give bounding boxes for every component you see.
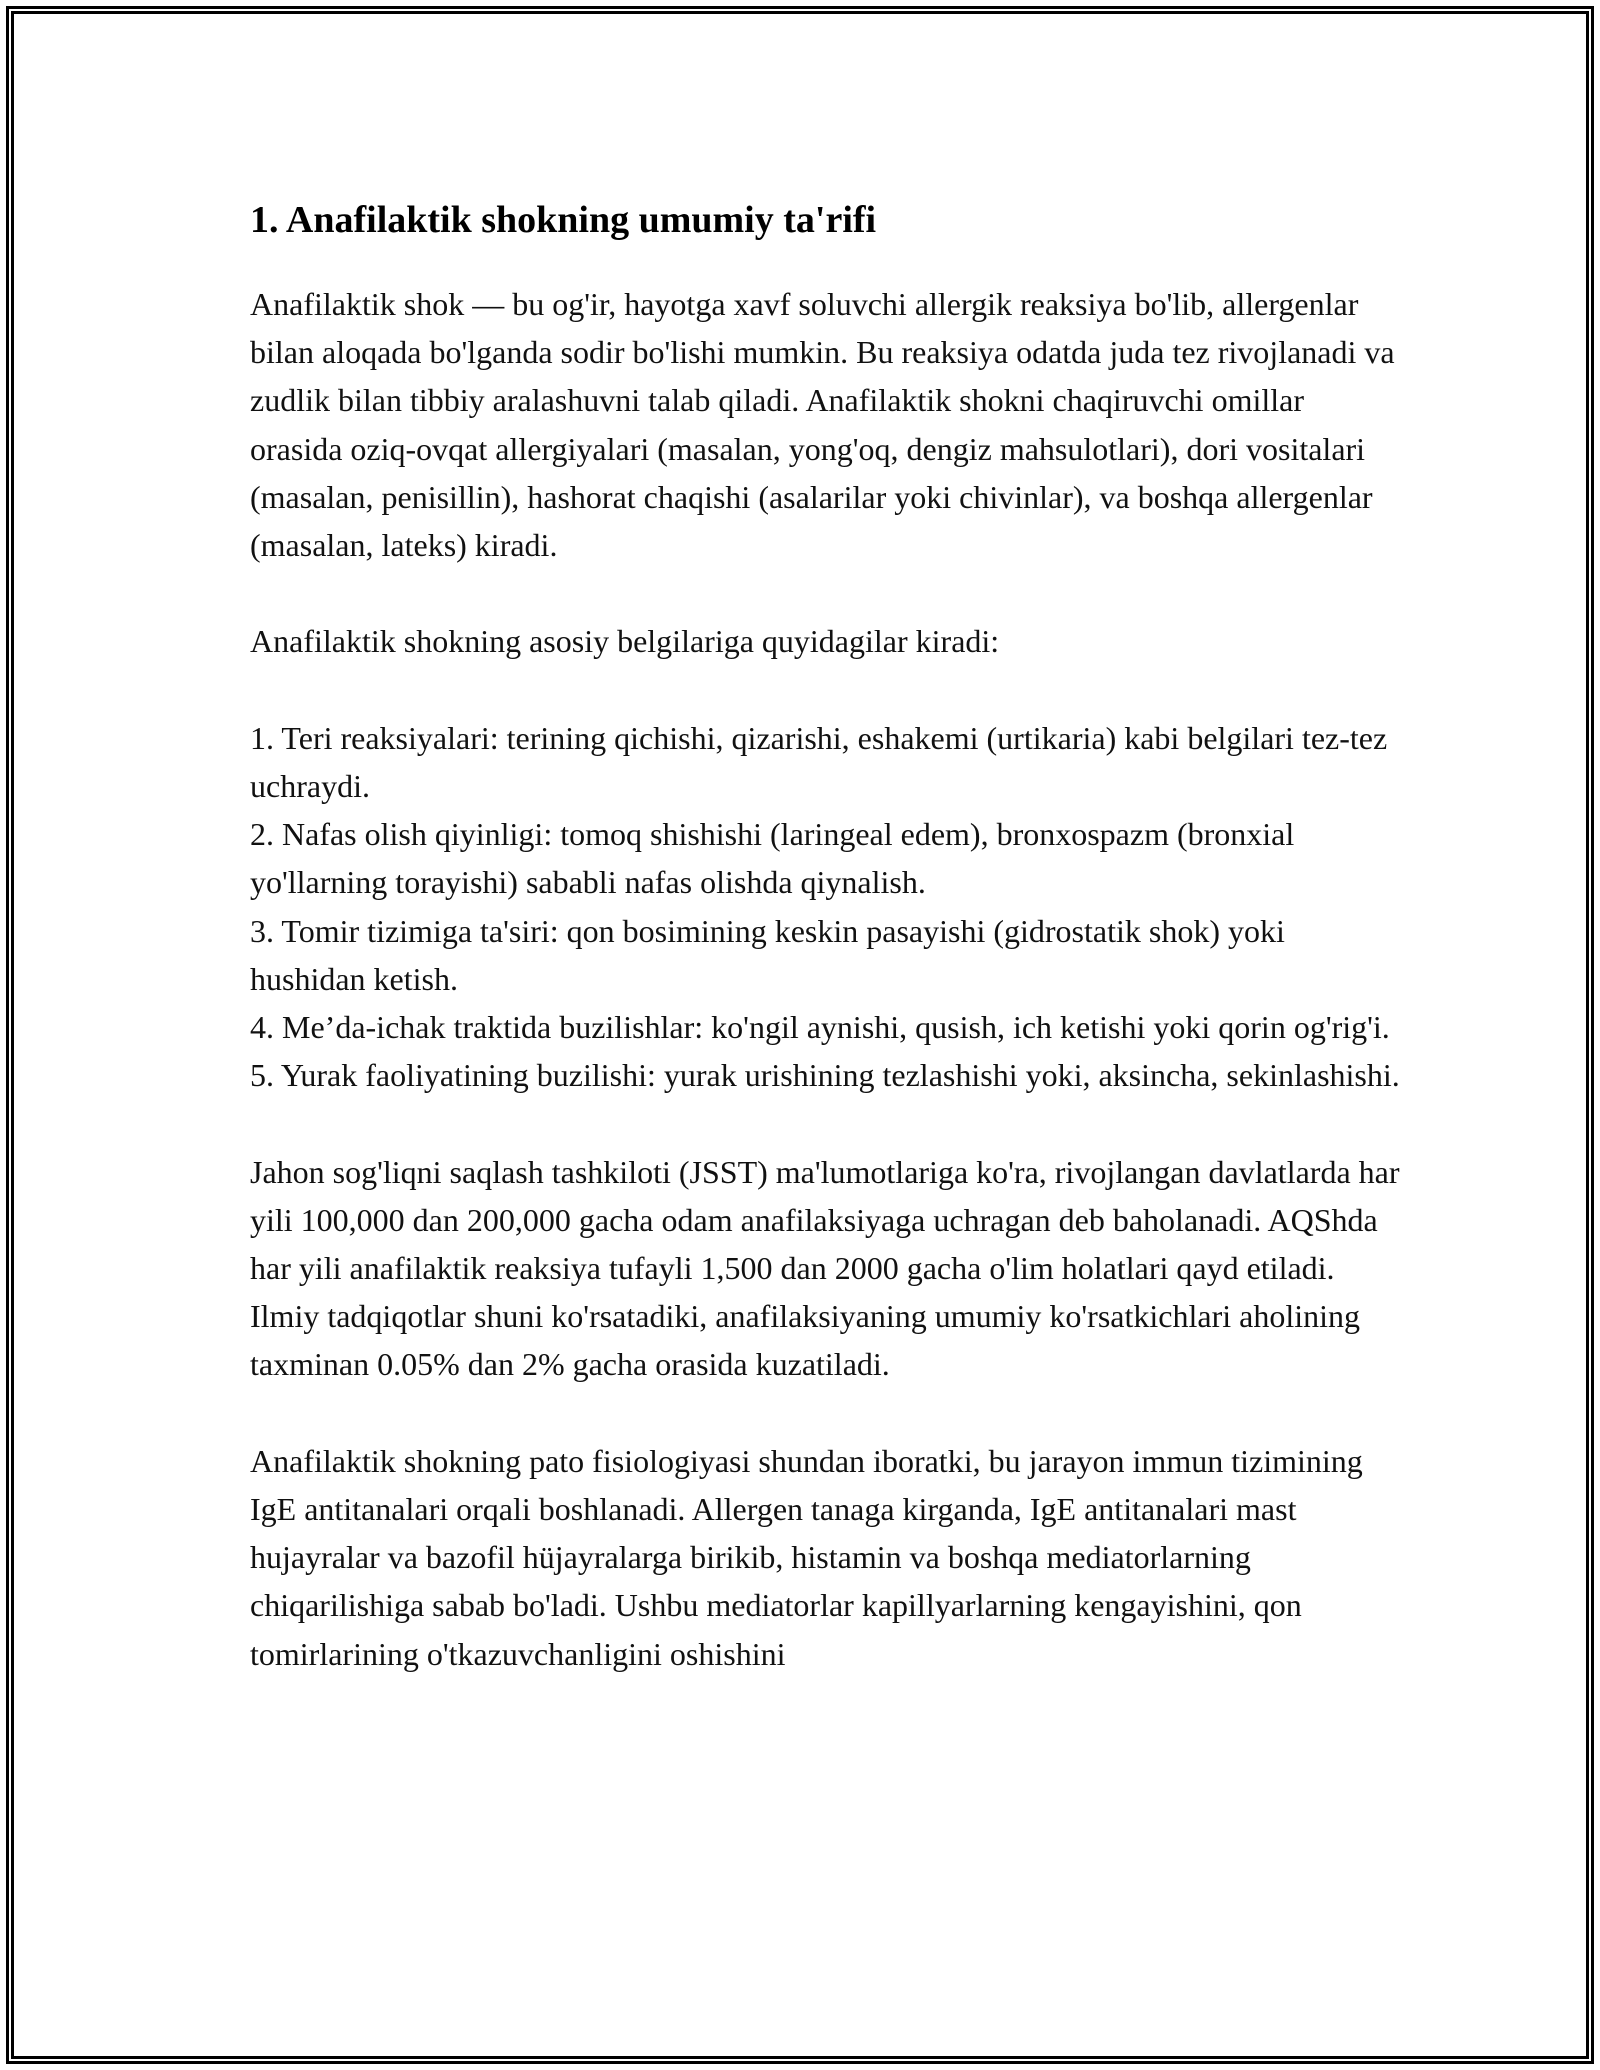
list-item: 5. Yurak faoliyatining buzilishi: yurak urishining tezlashishi yoki, aksincha, sekinlashishi. [250,1057,1400,1094]
page-frame [6,6,1594,2064]
pathophysiology-paragraph: Anafilaktik shokning pato fisiologiyasi shundan iboratki, bu jarayon immun tizimining IgE antitanalari orqali boshlanadi. Allergen tanaga kirganda, IgE antitanalari mast hujayralar va bazofil hüjayralarga birikib, histamin va boshqa mediatorlarning chiqarilishiga sabab bo'ladi. Ushbu mediatorlar kapillyarlarning kengayishini, qon tomirlarining o'tkazuvchanligini oshishini [250,1442,1363,1672]
intro-paragraph: Anafilaktik shok — bu og'ir, hayotga xavf soluvchi allergik reaksiya bo'lib, allergenlar bilan aloqada bo'lganda sodir bo'lishi mumkin. Bu reaksiya odatda juda tez rivojlanadi va zudlik bilan tibbiy aralashuvni talab qiladi. Anafilaktik shokni chaqiruvchi omillar orasida oziq-ovqat allergiyalari (masalan, yong'oq, dengiz mahsulotlari), dori vositalari (masalan, penisillin), hashorat chaqishi (asalarilar yoki chivinlar), va boshqa allergenlar (masalan, lateks) kiradi. [250,286,1395,564]
list-item: 2. Nafas olish qiyinligi: tomoq shishishi (laringeal edem), bronxospazm (bronxial yo'llarning torayishi) sababli nafas olishda qiynalish. [250,816,1295,901]
list-item: 4. Me’da-ichak traktida buzilishlar: ko'ngil aynishi, qusish, ich ketishi yoki qorin og'rig'i. [250,1009,1390,1046]
list-item: 1. Teri reaksiyalari: terining qichishi, qizarishi, eshakemi (urtikaria) kabi belgilari tez-tez uchraydi. [250,719,1388,804]
paragraph-gap [250,666,1400,714]
paragraph-gap [250,569,1400,617]
document-body [250,192,1400,1678]
paragraph-gap [250,1389,1400,1437]
symptoms-lead: Anafilaktik shokning asosiy belgilariga quyidagilar kiradi: [250,623,1000,660]
section-title: 1. Anafilaktik shokning umumiy ta'rifi [250,199,877,241]
symptoms-list [250,714,1400,1100]
statistics-paragraph: Jahon sog'liqni saqlash tashkiloti (JSST) ma'lumotlariga ko'ra, rivojlangan davlatlarda har yili 100,000 dan 200,000 gacha odam anafilaksiyaga uchragan deb baholanadi. AQShda har yili anafilaktik reaksiya tufayli 1,500 dan 2000 gacha o'lim holatlari qayd etiladi. Ilmiy tadqiqotlar shuni ko'rsatadiki, anafilaksiyaning umumiy ko'rsatkichlari aholining taxminan 0.05% dan 2% gacha orasida kuzatiladi. [250,1153,1400,1383]
list-item: 3. Tomir tizimiga ta'siri: qon bosimining keskin pasayishi (gidrostatik shok) yoki hushidan ketish. [250,912,1285,997]
paragraph-gap [250,1099,1400,1147]
